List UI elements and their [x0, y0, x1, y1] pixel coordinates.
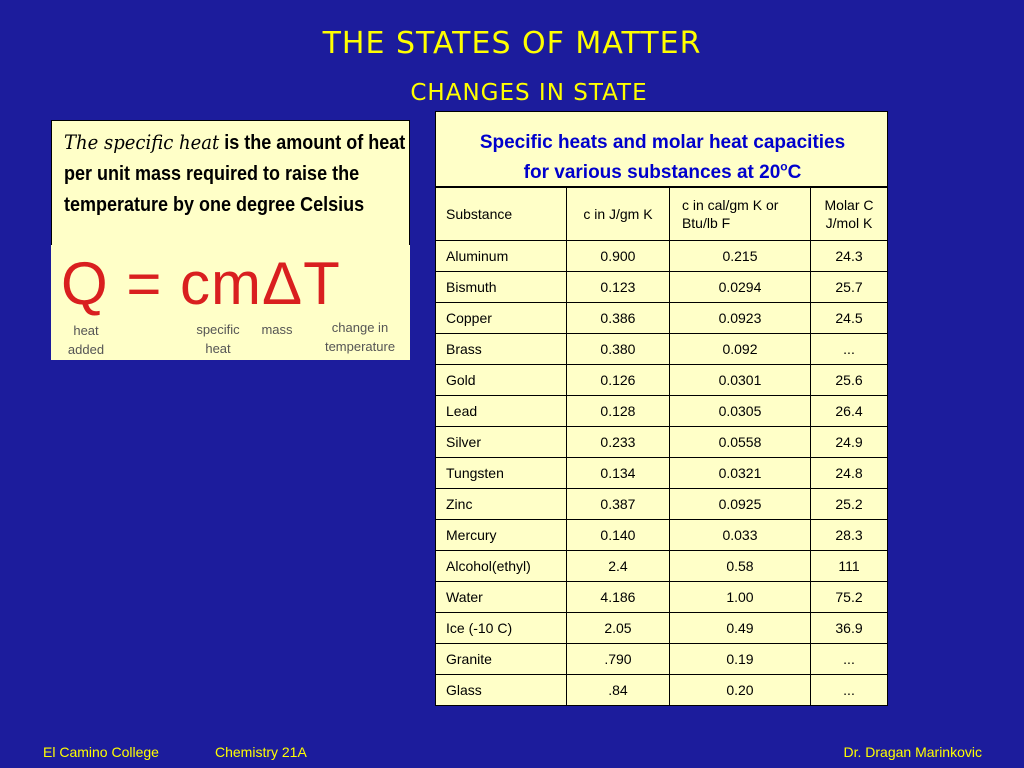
slide-title: THE STATES OF MATTER — [322, 26, 702, 61]
cell-molar-c: 36.9 — [811, 613, 888, 644]
cell-substance: Water — [436, 582, 567, 613]
caption-unit: C — [787, 162, 802, 184]
cell-substance: Brass — [436, 334, 567, 365]
cell-molar-c: 25.2 — [811, 489, 888, 520]
cell-substance: Mercury — [436, 520, 567, 551]
cell-molar-c: 25.6 — [811, 365, 888, 396]
cell-molar-c: 111 — [811, 551, 888, 582]
cell-molar-c: 28.3 — [811, 520, 888, 551]
definition-body: is the amount of heat per unit mass required to raise the temperature by one degree Celsius — [64, 132, 406, 216]
cell-substance: Granite — [436, 644, 567, 675]
header-c-cal: c in cal/gm K or Btu/lb F — [669, 188, 810, 241]
table-row — [436, 365, 888, 396]
cell-molar-c: 25.7 — [811, 272, 888, 303]
cell-substance: Zinc — [436, 489, 567, 520]
caption-line-2 — [524, 162, 802, 183]
cell-molar-c: 24.8 — [811, 458, 888, 489]
cell-substance: Glass — [436, 675, 567, 706]
cell-molar-c: 26.4 — [811, 396, 888, 427]
label-specific-heat: specific heat — [196, 322, 240, 356]
table-row — [436, 396, 888, 427]
cell-molar-c: ... — [811, 334, 888, 365]
cell-c-j: 0.134 — [566, 458, 669, 489]
table-header-row — [436, 188, 888, 241]
cell-substance: Copper — [436, 303, 567, 334]
label-mass: mass — [261, 322, 293, 337]
cell-molar-c: ... — [811, 644, 888, 675]
cell-c-cal: 0.20 — [669, 675, 810, 706]
table-row — [436, 303, 888, 334]
table-row — [436, 427, 888, 458]
footer-course: Chemistry 21A — [215, 744, 307, 760]
cell-c-j: 2.4 — [566, 551, 669, 582]
cell-substance: Tungsten — [436, 458, 567, 489]
table-row — [436, 582, 888, 613]
cell-c-cal: 0.0925 — [669, 489, 810, 520]
cell-c-cal: 0.49 — [669, 613, 810, 644]
cell-c-cal: 0.033 — [669, 520, 810, 551]
table-row — [436, 675, 888, 706]
cell-c-j: 4.186 — [566, 582, 669, 613]
cell-c-cal: 0.0305 — [669, 396, 810, 427]
cell-c-cal: 0.58 — [669, 551, 810, 582]
definition-term: specific heat — [103, 130, 220, 154]
cell-c-cal: 0.0558 — [669, 427, 810, 458]
cell-c-cal: 0.0321 — [669, 458, 810, 489]
label-change-in-temperature: change in temperature — [324, 320, 396, 354]
specific-heat-table — [435, 187, 888, 706]
cell-c-j: 2.05 — [566, 613, 669, 644]
table-row — [436, 644, 888, 675]
caption-degree-sup: o — [780, 160, 788, 174]
caption-line-2-text: for various substances at 20 — [523, 162, 781, 184]
cell-molar-c: 24.3 — [811, 241, 888, 272]
table-row — [436, 458, 888, 489]
table-row — [436, 520, 888, 551]
cell-substance: Alcohol(ethyl) — [436, 551, 567, 582]
cell-substance: Silver — [436, 427, 567, 458]
cell-c-j: 0.900 — [566, 241, 669, 272]
cell-substance: Bismuth — [436, 272, 567, 303]
cell-molar-c: 24.5 — [811, 303, 888, 334]
cell-molar-c: ... — [811, 675, 888, 706]
cell-substance: Lead — [436, 396, 567, 427]
cell-c-cal: 0.092 — [669, 334, 810, 365]
table-row — [436, 613, 888, 644]
cell-c-cal: 0.215 — [669, 241, 810, 272]
cell-c-j: 0.380 — [566, 334, 669, 365]
table-row — [436, 551, 888, 582]
cell-c-j: 0.126 — [566, 365, 669, 396]
cell-c-j: 0.386 — [566, 303, 669, 334]
formula-panel — [51, 245, 410, 360]
formula-equation: Q = cmΔT — [61, 250, 341, 317]
cell-c-j: 0.123 — [566, 272, 669, 303]
table-row — [436, 241, 888, 272]
cell-substance: Aluminum — [436, 241, 567, 272]
slide-subtitle: CHANGES IN STATE — [410, 80, 648, 106]
label-heat-added: heat added — [67, 323, 105, 357]
cell-c-j: .84 — [566, 675, 669, 706]
cell-c-j: 0.233 — [566, 427, 669, 458]
definition-text — [64, 127, 406, 221]
table-caption-panel — [435, 111, 888, 187]
definition-intro: The — [64, 130, 104, 154]
cell-c-cal: 0.0294 — [669, 272, 810, 303]
caption-line-1: Specific heats and molar heat capacities — [479, 132, 846, 153]
header-c-j: c in J/gm K — [566, 188, 669, 241]
cell-c-j: 0.387 — [566, 489, 669, 520]
header-molar-c: Molar C J/mol K — [811, 188, 888, 241]
table-row — [436, 489, 888, 520]
table-caption — [436, 130, 889, 185]
cell-c-j: 0.140 — [566, 520, 669, 551]
header-substance: Substance — [436, 188, 567, 241]
cell-c-cal: 1.00 — [669, 582, 810, 613]
cell-molar-c: 75.2 — [811, 582, 888, 613]
cell-substance: Gold — [436, 365, 567, 396]
cell-c-j: .790 — [566, 644, 669, 675]
cell-molar-c: 24.9 — [811, 427, 888, 458]
cell-c-cal: 0.0923 — [669, 303, 810, 334]
footer-college: El Camino College — [43, 744, 159, 760]
cell-c-j: 0.128 — [566, 396, 669, 427]
cell-c-cal: 0.0301 — [669, 365, 810, 396]
footer-author: Dr. Dragan Marinkovic — [843, 744, 982, 760]
table-row — [436, 334, 888, 365]
table-row — [436, 272, 888, 303]
cell-substance: Ice (-10 C) — [436, 613, 567, 644]
cell-c-cal: 0.19 — [669, 644, 810, 675]
